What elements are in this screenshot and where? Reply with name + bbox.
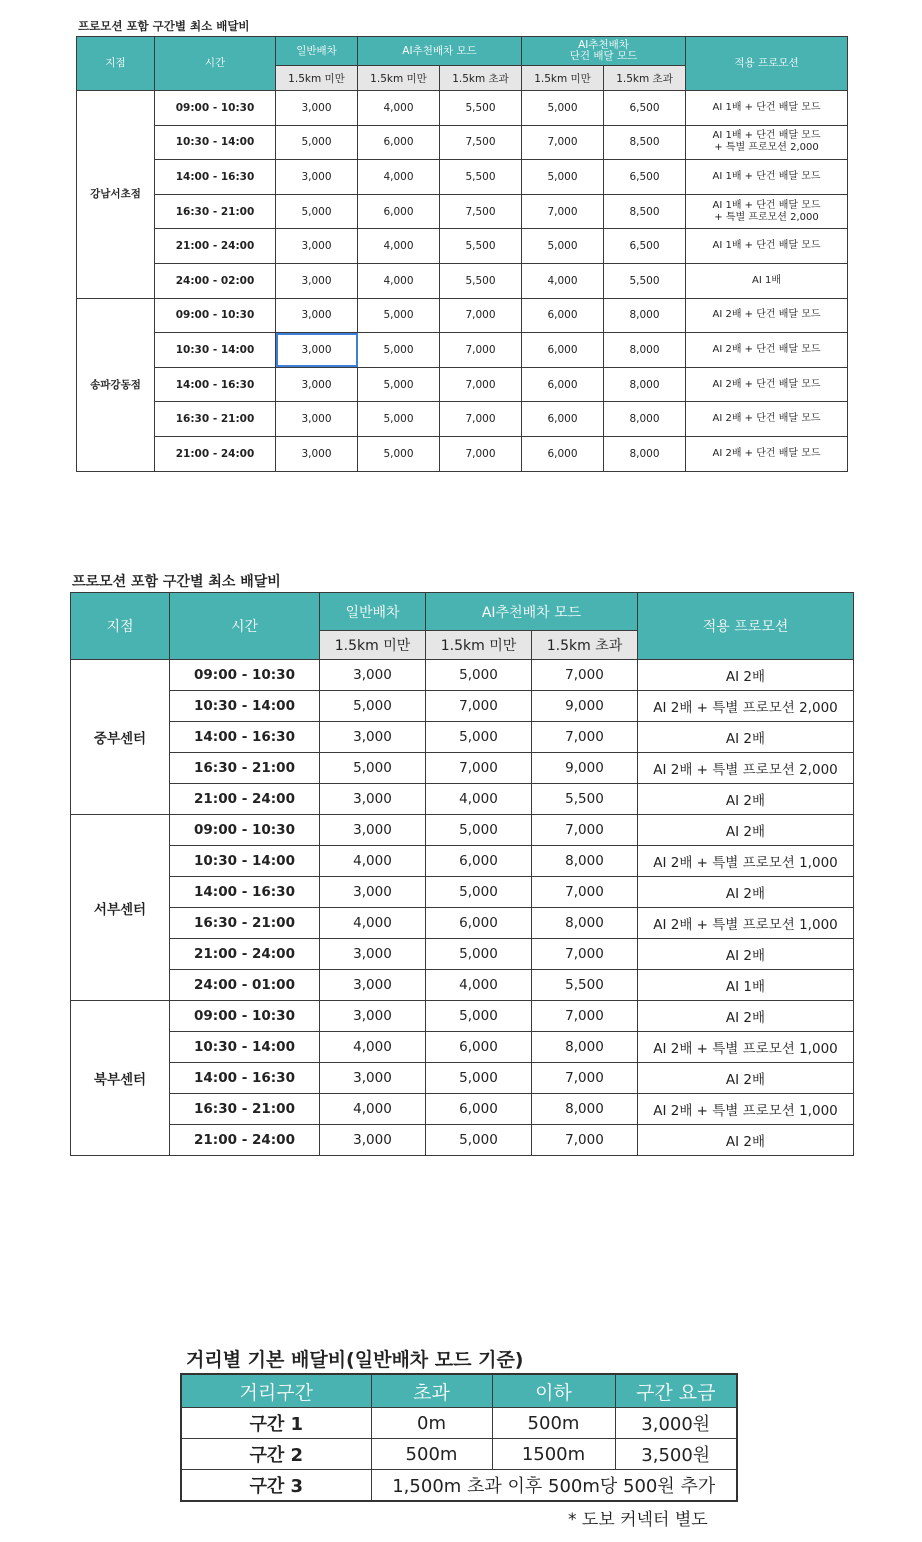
promo-cell: AI 2배 + 특별 프로모션 1,000 bbox=[638, 908, 854, 939]
normal-fee-cell: 3,000 bbox=[320, 784, 426, 815]
promo-cell bbox=[686, 229, 848, 264]
promo-extra-line: + 특별 프로모션 2,000 bbox=[714, 211, 819, 223]
normal-fee-cell: 3,000 bbox=[320, 1063, 426, 1094]
ai-over-cell: 5,500 bbox=[440, 91, 522, 126]
header-normal: 일반배차 bbox=[320, 593, 426, 631]
table-row bbox=[71, 877, 854, 908]
header-ai-single-line2: 단건 배달 모드 bbox=[569, 50, 638, 62]
table-row bbox=[77, 194, 848, 229]
single-over-cell: 8,000 bbox=[604, 402, 686, 437]
subheader-ai-over: 1.5km 초과 bbox=[440, 66, 522, 91]
ai-under-cell: 5,000 bbox=[426, 815, 532, 846]
table-row bbox=[77, 402, 848, 437]
table-row bbox=[77, 333, 848, 368]
normal-fee-cell: 4,000 bbox=[320, 908, 426, 939]
ai-over-cell: 5,500 bbox=[440, 229, 522, 264]
time-cell: 09:00 - 10:30 bbox=[170, 815, 320, 846]
normal-fee-cell: 3,000 bbox=[320, 939, 426, 970]
ai-under-cell: 5,000 bbox=[358, 333, 440, 368]
time-cell: 24:00 - 01:00 bbox=[170, 970, 320, 1001]
single-under-cell: 6,000 bbox=[522, 367, 604, 402]
promo-cell: AI 2배 bbox=[638, 660, 854, 691]
ai-under-cell: 5,000 bbox=[426, 939, 532, 970]
ai-under-cell: 5,000 bbox=[426, 1125, 532, 1156]
header-under: 이하 bbox=[492, 1374, 615, 1408]
header-promo: 적용 프로모션 bbox=[686, 37, 848, 91]
table-row bbox=[71, 722, 854, 753]
table-row bbox=[71, 691, 854, 722]
promo-cell bbox=[686, 194, 848, 229]
promo-cell: AI 2배 bbox=[638, 1063, 854, 1094]
single-over-cell: 5,500 bbox=[604, 263, 686, 298]
promo-cell bbox=[686, 160, 848, 195]
promo-line: AI 2배 + 단건 배달 모드 bbox=[712, 309, 821, 321]
branch-cell: 송파강동점 bbox=[77, 298, 155, 471]
normal-fee-cell: 5,000 bbox=[276, 125, 358, 160]
normal-fee-cell: 3,000 bbox=[276, 229, 358, 264]
branch-cell: 북부센터 bbox=[71, 1001, 170, 1156]
ai-over-cell: 7,000 bbox=[532, 660, 638, 691]
promo-cell: AI 2배 bbox=[638, 1001, 854, 1032]
time-cell: 21:00 - 24:00 bbox=[170, 784, 320, 815]
time-cell: 10:30 - 14:00 bbox=[170, 691, 320, 722]
promo-line: AI 1배 + 단건 배달 모드 bbox=[712, 199, 821, 211]
table-row bbox=[77, 436, 848, 471]
ai-over-cell: 7,000 bbox=[532, 1063, 638, 1094]
ai-under-cell: 6,000 bbox=[426, 908, 532, 939]
subheader-normal-under: 1.5km 미만 bbox=[320, 631, 426, 660]
normal-fee-cell: 3,000 bbox=[276, 91, 358, 126]
promo-cell bbox=[686, 263, 848, 298]
ai-over-cell: 7,000 bbox=[532, 877, 638, 908]
over-cell: 500m bbox=[371, 1439, 492, 1470]
promo-cell bbox=[686, 91, 848, 126]
single-over-cell: 6,500 bbox=[604, 160, 686, 195]
single-under-cell: 5,000 bbox=[522, 160, 604, 195]
promo-cell bbox=[686, 298, 848, 333]
ai-under-cell: 5,000 bbox=[358, 367, 440, 402]
normal-fee-cell: 3,000 bbox=[320, 1125, 426, 1156]
table-row bbox=[77, 91, 848, 126]
branch-cell: 중부센터 bbox=[71, 660, 170, 815]
subheader-ai-under: 1.5km 미만 bbox=[358, 66, 440, 91]
ai-under-cell: 6,000 bbox=[358, 125, 440, 160]
delivery-fee-table-2 bbox=[70, 592, 854, 1156]
ai-under-cell: 5,000 bbox=[358, 402, 440, 437]
ai-over-cell: 7,000 bbox=[440, 333, 522, 368]
table2-caption: 프로모션 포함 구간별 최소 배달비 bbox=[72, 574, 281, 590]
promo-line: AI 1배 + 단건 배달 모드 bbox=[712, 170, 821, 182]
header-ai-mode: AI추천배차 모드 bbox=[426, 593, 638, 631]
single-over-cell: 8,500 bbox=[604, 125, 686, 160]
time-cell: 10:30 - 14:00 bbox=[170, 1032, 320, 1063]
time-cell: 21:00 - 24:00 bbox=[170, 1125, 320, 1156]
header-over: 초과 bbox=[371, 1374, 492, 1408]
normal-fee-cell: 3,000 bbox=[276, 263, 358, 298]
fee-cell: 3,000원 bbox=[615, 1408, 737, 1439]
ai-over-cell: 7,000 bbox=[440, 402, 522, 437]
promo-cell: AI 2배 bbox=[638, 784, 854, 815]
table-row bbox=[71, 1001, 854, 1032]
promo-line: AI 1배 + 단건 배달 모드 bbox=[712, 101, 821, 113]
table-row bbox=[77, 229, 848, 264]
time-cell: 10:30 - 14:00 bbox=[155, 333, 276, 368]
ai-under-cell: 7,000 bbox=[426, 753, 532, 784]
table-row bbox=[77, 160, 848, 195]
table-row bbox=[71, 784, 854, 815]
table1-caption: 프로모션 포함 구간별 최소 배달비 bbox=[78, 19, 250, 33]
time-cell: 16:30 - 21:00 bbox=[170, 753, 320, 784]
header-promo: 적용 프로모션 bbox=[638, 593, 854, 660]
ai-under-cell: 5,000 bbox=[358, 436, 440, 471]
table3-caption: 거리별 기본 배달비(일반배차 모드 기준) bbox=[186, 1349, 524, 1371]
table-row bbox=[77, 367, 848, 402]
ai-under-cell: 5,000 bbox=[426, 722, 532, 753]
subheader-ai-under: 1.5km 미만 bbox=[426, 631, 532, 660]
table-row bbox=[71, 1094, 854, 1125]
branch-cell: 서부센터 bbox=[71, 815, 170, 1001]
ai-under-cell: 5,000 bbox=[426, 660, 532, 691]
ai-over-cell: 7,000 bbox=[532, 722, 638, 753]
subheader-ai-over: 1.5km 초과 bbox=[532, 631, 638, 660]
ai-under-cell: 6,000 bbox=[426, 846, 532, 877]
ai-under-cell: 4,000 bbox=[426, 970, 532, 1001]
time-cell: 21:00 - 24:00 bbox=[155, 436, 276, 471]
under-cell: 500m bbox=[492, 1408, 615, 1439]
promo-cell: AI 2배 + 특별 프로모션 1,000 bbox=[638, 1094, 854, 1125]
normal-fee-cell: 3,000 bbox=[320, 970, 426, 1001]
time-cell: 09:00 - 10:30 bbox=[155, 298, 276, 333]
promo-line: AI 2배 + 단건 배달 모드 bbox=[712, 413, 821, 425]
subheader-single-under: 1.5km 미만 bbox=[522, 66, 604, 91]
table-row bbox=[181, 1408, 737, 1439]
single-under-cell: 7,000 bbox=[522, 194, 604, 229]
promo-line: AI 1배 + 단건 배달 모드 bbox=[712, 130, 821, 142]
promo-line: AI 1배 + 단건 배달 모드 bbox=[712, 240, 821, 252]
time-cell: 21:00 - 24:00 bbox=[170, 939, 320, 970]
table-row bbox=[181, 1470, 737, 1502]
single-under-cell: 5,000 bbox=[522, 229, 604, 264]
ai-over-cell: 5,500 bbox=[440, 160, 522, 195]
promo-cell: AI 2배 bbox=[638, 722, 854, 753]
header-time: 시간 bbox=[155, 37, 276, 91]
zone-cell: 구간 1 bbox=[181, 1408, 371, 1439]
normal-fee-cell: 3,000 bbox=[320, 722, 426, 753]
promo-line: AI 2배 + 단건 배달 모드 bbox=[712, 343, 821, 355]
header-zone: 거리구간 bbox=[181, 1374, 371, 1408]
header-ai-single-line1: AI추천배차 bbox=[578, 39, 629, 51]
ai-under-cell: 4,000 bbox=[426, 784, 532, 815]
ai-over-cell: 7,000 bbox=[532, 939, 638, 970]
single-under-cell: 6,000 bbox=[522, 333, 604, 368]
single-under-cell: 5,000 bbox=[522, 91, 604, 126]
promo-cell: AI 2배 + 특별 프로모션 2,000 bbox=[638, 691, 854, 722]
ai-over-cell: 8,000 bbox=[532, 1032, 638, 1063]
single-over-cell: 8,000 bbox=[604, 333, 686, 368]
ai-under-cell: 4,000 bbox=[358, 91, 440, 126]
time-cell: 09:00 - 10:30 bbox=[170, 1001, 320, 1032]
delivery-fee-table-1 bbox=[76, 36, 848, 472]
time-cell: 09:00 - 10:30 bbox=[155, 91, 276, 126]
table-row bbox=[71, 1125, 854, 1156]
single-under-cell: 6,000 bbox=[522, 402, 604, 437]
table-row bbox=[71, 939, 854, 970]
header-fee: 구간 요금 bbox=[615, 1374, 737, 1408]
normal-fee-cell: 3,000 bbox=[320, 660, 426, 691]
ai-over-cell: 8,000 bbox=[532, 908, 638, 939]
time-cell: 16:30 - 21:00 bbox=[155, 402, 276, 437]
time-cell: 16:30 - 21:00 bbox=[155, 194, 276, 229]
table-row bbox=[71, 846, 854, 877]
time-cell: 24:00 - 02:00 bbox=[155, 263, 276, 298]
single-over-cell: 6,500 bbox=[604, 229, 686, 264]
time-cell: 14:00 - 16:30 bbox=[170, 1063, 320, 1094]
over-cell: 0m bbox=[371, 1408, 492, 1439]
promo-cell: AI 2배 bbox=[638, 877, 854, 908]
fee-cell: 3,500원 bbox=[615, 1439, 737, 1470]
promo-cell: AI 1배 bbox=[638, 970, 854, 1001]
table-row bbox=[77, 298, 848, 333]
time-cell: 14:00 - 16:30 bbox=[155, 160, 276, 195]
header-ai-single bbox=[522, 37, 686, 66]
promo-line: AI 2배 + 단건 배달 모드 bbox=[712, 378, 821, 390]
merged-fee-cell: 1,500m 초과 이후 500m당 500원 추가 bbox=[371, 1470, 737, 1502]
ai-under-cell: 6,000 bbox=[426, 1032, 532, 1063]
normal-fee-cell: 4,000 bbox=[320, 1032, 426, 1063]
header-branch: 지점 bbox=[71, 593, 170, 660]
normal-fee-cell: 3,000 bbox=[320, 1001, 426, 1032]
header-normal: 일반배차 bbox=[276, 37, 358, 66]
time-cell: 10:30 - 14:00 bbox=[155, 125, 276, 160]
table-row bbox=[181, 1439, 737, 1470]
ai-under-cell: 7,000 bbox=[426, 691, 532, 722]
normal-fee-cell: 5,000 bbox=[276, 194, 358, 229]
single-over-cell: 8,000 bbox=[604, 367, 686, 402]
ai-over-cell: 8,000 bbox=[532, 1094, 638, 1125]
under-cell: 1500m bbox=[492, 1439, 615, 1470]
header-branch: 지점 bbox=[77, 37, 155, 91]
ai-under-cell: 4,000 bbox=[358, 160, 440, 195]
ai-over-cell: 9,000 bbox=[532, 691, 638, 722]
ai-under-cell: 5,000 bbox=[426, 877, 532, 908]
promo-line: AI 1배 bbox=[752, 274, 782, 286]
promo-cell: AI 2배 bbox=[638, 815, 854, 846]
ai-over-cell: 5,500 bbox=[440, 263, 522, 298]
ai-over-cell: 7,000 bbox=[440, 436, 522, 471]
footnote: * 도보 커넥터 별도 bbox=[568, 1510, 708, 1530]
table-row bbox=[71, 970, 854, 1001]
promo-cell: AI 2배 + 특별 프로모션 2,000 bbox=[638, 753, 854, 784]
normal-fee-cell: 5,000 bbox=[320, 753, 426, 784]
single-over-cell: 6,500 bbox=[604, 91, 686, 126]
ai-under-cell: 5,000 bbox=[426, 1063, 532, 1094]
promo-extra-line: + 특별 프로모션 2,000 bbox=[714, 142, 819, 154]
ai-over-cell: 9,000 bbox=[532, 753, 638, 784]
distance-fee-table bbox=[180, 1373, 738, 1502]
time-cell: 09:00 - 10:30 bbox=[170, 660, 320, 691]
normal-fee-cell: 3,000 bbox=[320, 815, 426, 846]
ai-over-cell: 7,000 bbox=[440, 367, 522, 402]
promo-cell bbox=[686, 402, 848, 437]
normal-fee-cell: 4,000 bbox=[320, 1094, 426, 1125]
ai-under-cell: 4,000 bbox=[358, 229, 440, 264]
single-under-cell: 4,000 bbox=[522, 263, 604, 298]
ai-over-cell: 8,000 bbox=[532, 846, 638, 877]
table-row bbox=[71, 660, 854, 691]
zone-cell: 구간 2 bbox=[181, 1439, 371, 1470]
promo-cell bbox=[686, 125, 848, 160]
promo-cell: AI 2배 bbox=[638, 1125, 854, 1156]
ai-over-cell: 7,000 bbox=[440, 298, 522, 333]
single-over-cell: 8,000 bbox=[604, 436, 686, 471]
subheader-normal-under: 1.5km 미만 bbox=[276, 66, 358, 91]
table-row bbox=[71, 1063, 854, 1094]
table-row bbox=[71, 908, 854, 939]
ai-under-cell: 5,000 bbox=[426, 1001, 532, 1032]
time-cell: 16:30 - 21:00 bbox=[170, 908, 320, 939]
branch-cell: 강남서초점 bbox=[77, 91, 155, 299]
normal-fee-cell: 3,000 bbox=[276, 402, 358, 437]
single-under-cell: 7,000 bbox=[522, 125, 604, 160]
normal-fee-cell: 3,000 bbox=[276, 298, 358, 333]
table-row bbox=[77, 263, 848, 298]
ai-under-cell: 4,000 bbox=[358, 263, 440, 298]
zone-cell: 구간 3 bbox=[181, 1470, 371, 1502]
selected-cell[interactable]: 3,000 bbox=[276, 333, 358, 368]
promo-cell bbox=[686, 367, 848, 402]
ai-over-cell: 7,500 bbox=[440, 194, 522, 229]
promo-cell bbox=[686, 436, 848, 471]
single-under-cell: 6,000 bbox=[522, 298, 604, 333]
ai-over-cell: 7,000 bbox=[532, 1001, 638, 1032]
ai-under-cell: 6,000 bbox=[358, 194, 440, 229]
ai-over-cell: 5,500 bbox=[532, 784, 638, 815]
time-cell: 10:30 - 14:00 bbox=[170, 846, 320, 877]
single-over-cell: 8,500 bbox=[604, 194, 686, 229]
promo-cell: AI 2배 bbox=[638, 939, 854, 970]
single-over-cell: 8,000 bbox=[604, 298, 686, 333]
ai-under-cell: 5,000 bbox=[358, 298, 440, 333]
table-row bbox=[71, 815, 854, 846]
header-ai-mode: AI추천배차 모드 bbox=[358, 37, 522, 66]
normal-fee-cell: 4,000 bbox=[320, 846, 426, 877]
time-cell: 14:00 - 16:30 bbox=[170, 722, 320, 753]
normal-fee-cell: 3,000 bbox=[276, 160, 358, 195]
time-cell: 16:30 - 21:00 bbox=[170, 1094, 320, 1125]
time-cell: 14:00 - 16:30 bbox=[155, 367, 276, 402]
normal-fee-cell: 3,000 bbox=[276, 367, 358, 402]
table-row bbox=[77, 125, 848, 160]
time-cell: 21:00 - 24:00 bbox=[155, 229, 276, 264]
single-under-cell: 6,000 bbox=[522, 436, 604, 471]
subheader-single-over: 1.5km 초과 bbox=[604, 66, 686, 91]
ai-over-cell: 5,500 bbox=[532, 970, 638, 1001]
promo-cell bbox=[686, 333, 848, 368]
promo-cell: AI 2배 + 특별 프로모션 1,000 bbox=[638, 846, 854, 877]
ai-over-cell: 7,500 bbox=[440, 125, 522, 160]
ai-over-cell: 7,000 bbox=[532, 815, 638, 846]
normal-fee-cell: 3,000 bbox=[320, 877, 426, 908]
ai-over-cell: 7,000 bbox=[532, 1125, 638, 1156]
header-time: 시간 bbox=[170, 593, 320, 660]
promo-line: AI 2배 + 단건 배달 모드 bbox=[712, 447, 821, 459]
table-row bbox=[71, 1032, 854, 1063]
time-cell: 14:00 - 16:30 bbox=[170, 877, 320, 908]
promo-cell: AI 2배 + 특별 프로모션 1,000 bbox=[638, 1032, 854, 1063]
normal-fee-cell: 3,000 bbox=[276, 436, 358, 471]
normal-fee-cell: 5,000 bbox=[320, 691, 426, 722]
ai-under-cell: 6,000 bbox=[426, 1094, 532, 1125]
table-row bbox=[71, 753, 854, 784]
